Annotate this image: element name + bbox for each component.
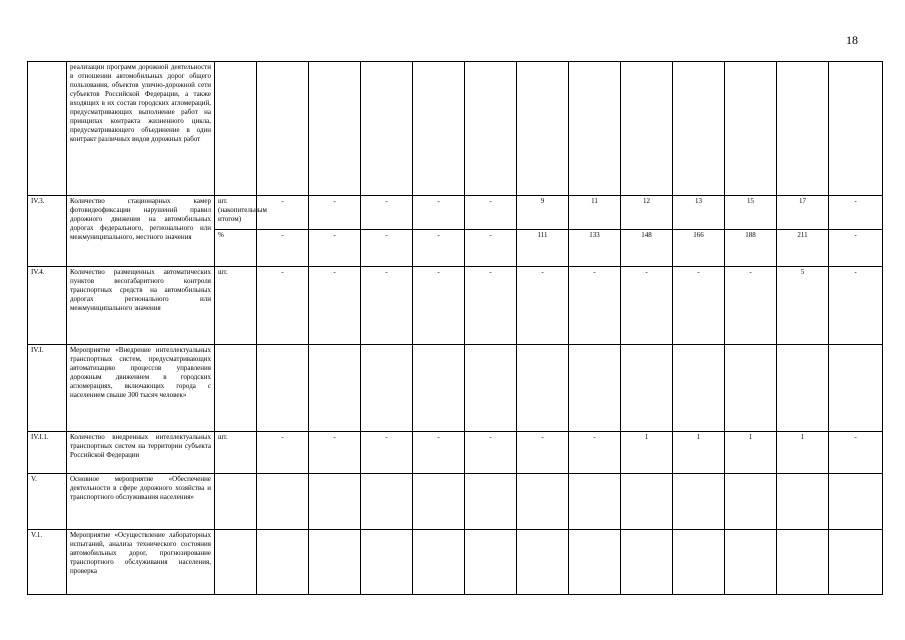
value-cell — [673, 474, 725, 530]
value-cell — [309, 474, 361, 530]
value-cell — [257, 345, 309, 432]
value-cell: - — [257, 230, 309, 267]
row-number: V.1. — [28, 530, 67, 595]
value-cell — [621, 474, 673, 530]
value-cell — [257, 62, 309, 196]
value-cell — [725, 474, 777, 530]
value-cell — [621, 62, 673, 196]
value-cell: 5 — [777, 267, 829, 345]
row-number: V. — [28, 474, 67, 530]
value-cell — [777, 62, 829, 196]
row-unit — [215, 474, 257, 530]
value-cell: 17 — [777, 196, 829, 230]
value-cell: 148 — [621, 230, 673, 267]
value-cell: - — [361, 267, 413, 345]
row-unit: шт. (накопительным итогом) — [215, 196, 257, 230]
value-cell: 11 — [569, 196, 621, 230]
row-description: Основное мероприятие «Обеспечение деятельности в сфере дорожного хозяйства и транспортного обслуживания населения» — [67, 474, 215, 530]
value-cell — [829, 474, 883, 530]
value-cell — [465, 474, 517, 530]
row-unit — [215, 62, 257, 196]
value-cell: - — [673, 267, 725, 345]
value-cell: - — [569, 267, 621, 345]
value-cell: - — [621, 267, 673, 345]
value-cell: 1 — [621, 432, 673, 474]
value-cell — [517, 530, 569, 595]
value-cell — [309, 530, 361, 595]
value-cell — [413, 62, 465, 196]
value-cell — [309, 345, 361, 432]
table-row — [28, 267, 883, 345]
value-cell: 111 — [517, 230, 569, 267]
value-cell — [673, 530, 725, 595]
value-cell — [725, 62, 777, 196]
value-cell — [413, 474, 465, 530]
row-unit: шт. — [215, 267, 257, 345]
indicator-table — [27, 61, 883, 595]
value-cell: - — [517, 432, 569, 474]
row-description: Количество стационарных камер фотовидеофиксации нарушений правил дорожного движения на автомобильных дорогах федерального, регионального или межмуниципального, местного значения — [67, 196, 215, 267]
value-cell: - — [569, 432, 621, 474]
value-cell: 9 — [517, 196, 569, 230]
value-cell: 1 — [725, 432, 777, 474]
value-cell: - — [829, 432, 883, 474]
row-description: Мероприятие «Осуществление лабораторных испытаний, анализа технического состояния автомобильных дорог, прогнозирование транспортного обслуживания населения, проверка — [67, 530, 215, 595]
row-number: IV.I.1. — [28, 432, 67, 474]
value-cell — [777, 345, 829, 432]
value-cell — [777, 474, 829, 530]
value-cell: - — [361, 196, 413, 230]
row-unit: % — [215, 230, 257, 267]
value-cell: 211 — [777, 230, 829, 267]
value-cell: 1 — [673, 432, 725, 474]
value-cell: - — [413, 432, 465, 474]
row-number: IV.I. — [28, 345, 67, 432]
value-cell: 13 — [673, 196, 725, 230]
value-cell — [569, 345, 621, 432]
value-cell — [673, 62, 725, 196]
value-cell: - — [257, 196, 309, 230]
value-cell — [777, 530, 829, 595]
value-cell: 15 — [725, 196, 777, 230]
value-cell: - — [517, 267, 569, 345]
table-row — [28, 432, 883, 474]
value-cell: - — [309, 230, 361, 267]
value-cell: - — [257, 267, 309, 345]
value-cell — [725, 345, 777, 432]
value-cell — [465, 345, 517, 432]
value-cell — [569, 530, 621, 595]
value-cell: - — [413, 196, 465, 230]
value-cell — [361, 345, 413, 432]
value-cell: - — [361, 432, 413, 474]
value-cell — [465, 530, 517, 595]
table-row — [28, 196, 883, 230]
value-cell: - — [465, 230, 517, 267]
value-cell: - — [465, 432, 517, 474]
row-number: IV.4. — [28, 267, 67, 345]
value-cell: - — [829, 230, 883, 267]
value-cell: - — [309, 196, 361, 230]
table-row — [28, 62, 883, 196]
value-cell: - — [257, 432, 309, 474]
value-cell — [829, 62, 883, 196]
row-description: реализации программ дорожной деятельности в отношении автомобильных дорог общего пользования, объектов улично-дорожной сети субъектов Российской Федерации, а также входящих в их состав городских агломераций, предусматривающих выполнение работ на принципах контракта жизненного цикла, предусматривающего объединение в один контракт различных видов дорожных работ — [67, 62, 215, 196]
value-cell: - — [309, 267, 361, 345]
table-row — [28, 345, 883, 432]
value-cell: 12 — [621, 196, 673, 230]
value-cell — [517, 345, 569, 432]
row-description: Мероприятие «Внедрение интеллектуальных транспортных систем, предусматривающих автоматизацию процессов управления дорожным движением в городских агломерациях, включающих города с населением свыше 300 тысяч человек» — [67, 345, 215, 432]
value-cell: - — [829, 267, 883, 345]
value-cell: 166 — [673, 230, 725, 267]
value-cell — [517, 62, 569, 196]
value-cell — [257, 474, 309, 530]
value-cell — [413, 530, 465, 595]
value-cell: - — [465, 196, 517, 230]
row-description: Количество размещенных автоматических пунктов весогабаритного контроля транспортных средств на автомобильных дорогах регионального или межмуниципального значения — [67, 267, 215, 345]
value-cell — [673, 345, 725, 432]
row-unit — [215, 345, 257, 432]
table-row — [28, 474, 883, 530]
value-cell: 1 — [777, 432, 829, 474]
row-unit: шт. — [215, 432, 257, 474]
row-description: Количество внедренных интеллектуальных транспортных систем на территории субъекта Российской Федерации — [67, 432, 215, 474]
value-cell: 133 — [569, 230, 621, 267]
value-cell: - — [413, 230, 465, 267]
row-number: IV.3. — [28, 196, 67, 267]
row-number — [28, 62, 67, 196]
value-cell — [725, 530, 777, 595]
value-cell — [621, 345, 673, 432]
value-cell — [361, 62, 413, 196]
table-row — [28, 530, 883, 595]
value-cell — [517, 474, 569, 530]
page-number: 18 — [846, 33, 858, 47]
value-cell — [361, 474, 413, 530]
value-cell — [829, 345, 883, 432]
value-cell — [361, 530, 413, 595]
value-cell — [413, 345, 465, 432]
value-cell — [257, 530, 309, 595]
value-cell — [621, 530, 673, 595]
value-cell: - — [829, 196, 883, 230]
value-cell — [465, 62, 517, 196]
value-cell: - — [361, 230, 413, 267]
value-cell — [309, 62, 361, 196]
value-cell: 188 — [725, 230, 777, 267]
value-cell — [829, 530, 883, 595]
value-cell — [569, 474, 621, 530]
value-cell: - — [413, 267, 465, 345]
value-cell: - — [309, 432, 361, 474]
row-unit — [215, 530, 257, 595]
value-cell: - — [465, 267, 517, 345]
value-cell: - — [725, 267, 777, 345]
value-cell — [569, 62, 621, 196]
